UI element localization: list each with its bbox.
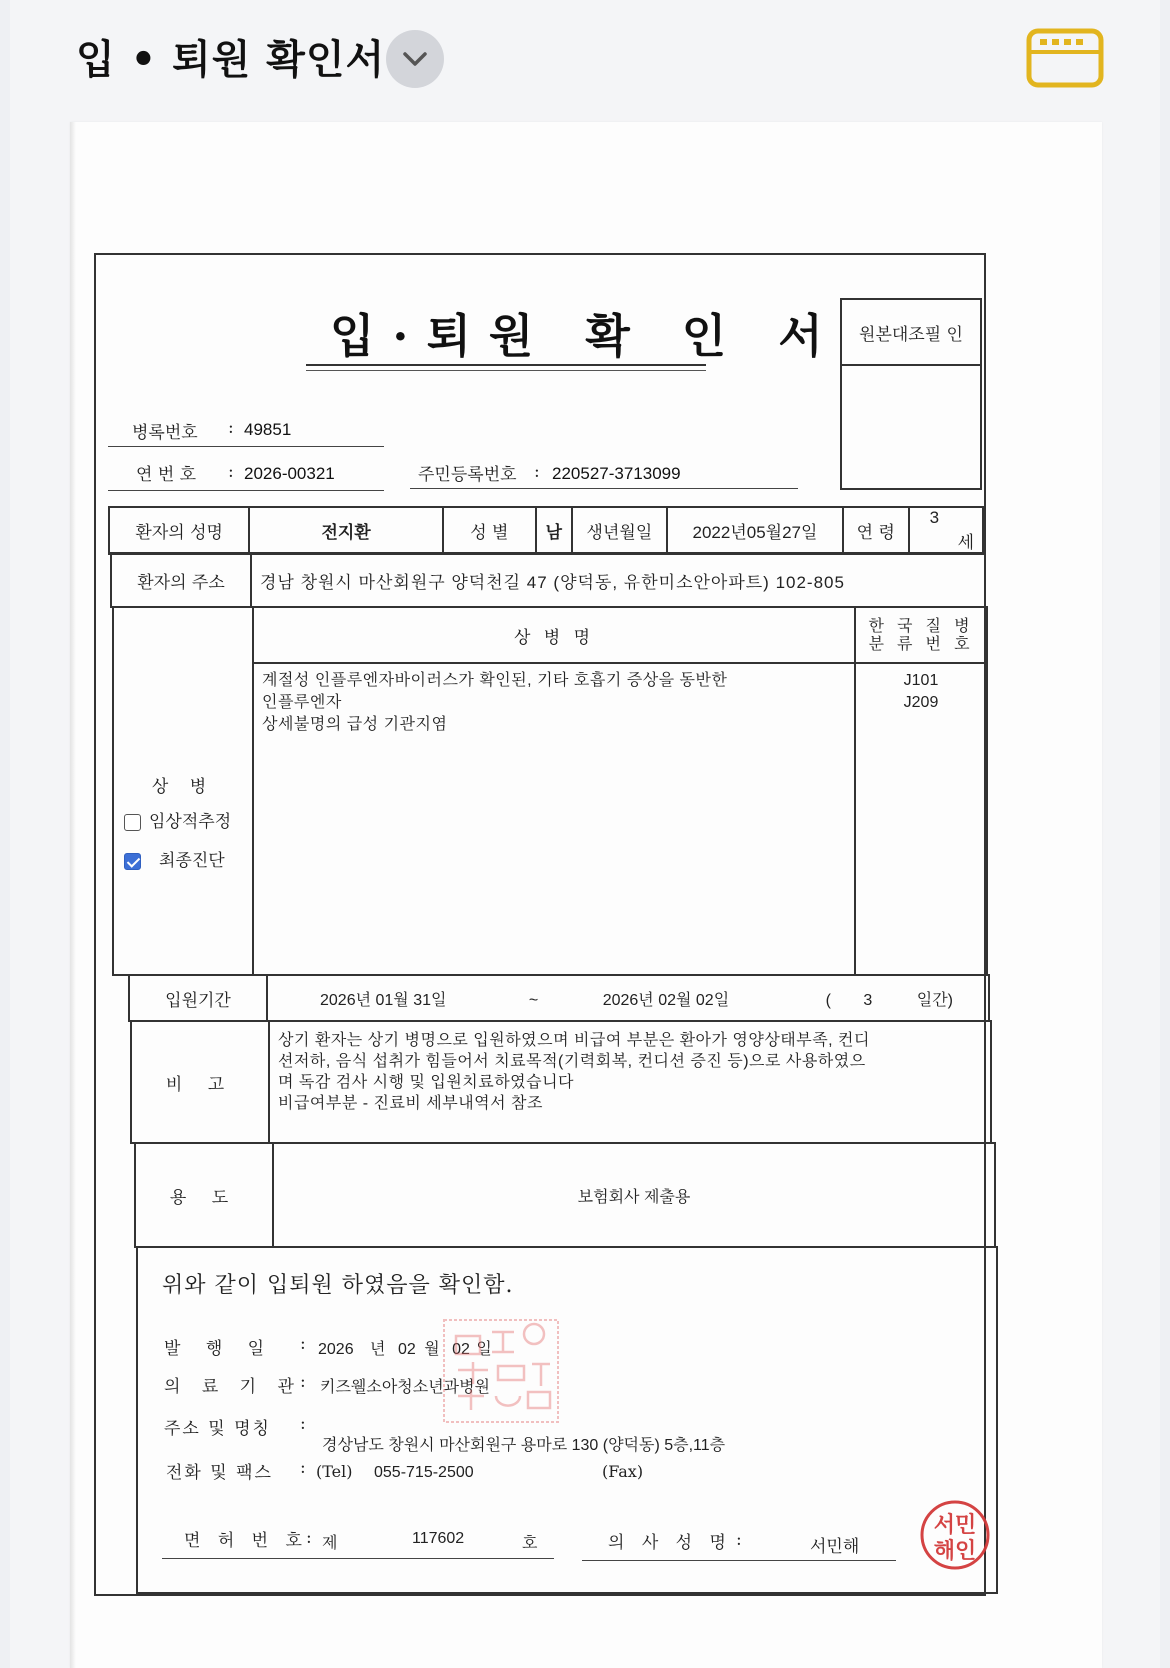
colon: : — [228, 462, 234, 482]
dob-label: 생년월일 — [572, 507, 667, 554]
doctor-label: 의 사 성 명 — [608, 1533, 732, 1553]
fax-label: (Fax) — [602, 1462, 644, 1481]
colon: : — [300, 1458, 306, 1478]
patient-info-row — [108, 506, 984, 555]
admission-label: 입원기간 — [129, 975, 267, 1021]
colon: : — [306, 1528, 312, 1548]
hospital-seal-stamp — [436, 1316, 566, 1426]
remarks-line-1: 상기 환자는 상기 병명으로 입원하였으며 비급여 부분은 환아가 영양상태부족, 컨디 — [278, 1032, 870, 1049]
issue-day-unit: 일 — [476, 1339, 492, 1358]
card-view-button[interactable] — [1026, 28, 1104, 88]
remarks-line-2: 션저하, 음식 섭취가 힘들어서 치료목적(기력회복, 컨디션 증진 등)으로 사용하였으 — [278, 1053, 866, 1070]
sex-label: 성 별 — [443, 507, 536, 554]
code-header-line-2: 분 류 번 호 — [868, 634, 974, 653]
serial-no: 2026-00321 — [244, 464, 335, 483]
disease-line-2: 인플루엔자 — [262, 694, 342, 711]
serial-no-line — [108, 490, 384, 491]
admission-tilde: ~ — [528, 991, 539, 1009]
remarks-line-4: 비급여부분 - 진료비 세부내역서 참조 — [278, 1095, 543, 1112]
admission-days-unit: 일간) — [916, 991, 953, 1009]
record-no-line — [108, 446, 384, 447]
colon: : — [300, 1414, 306, 1434]
phone-fax-label: 전화 및 팩스 — [166, 1463, 273, 1483]
option-clinical-label: 임상적추정 — [149, 811, 232, 832]
issue-date-label: 발 행 일 — [164, 1339, 275, 1359]
title-underline — [306, 364, 706, 366]
title-underline-2 — [306, 370, 706, 371]
paper-edge — [70, 122, 76, 1668]
tel-label: (Tel) — [316, 1462, 353, 1481]
admission-days: 3 — [863, 991, 873, 1009]
serial-no-label: 연 번 호 — [136, 465, 197, 485]
sex: 남 — [536, 507, 572, 554]
age: 3 — [929, 508, 940, 527]
admission-from: 2026년 01월 31일 — [320, 991, 447, 1009]
institution-name: 키즈웰소아청소년과병원 — [320, 1379, 491, 1396]
remarks-line-3: 며 독감 검사 시행 및 입원치료하였습니다 — [278, 1074, 574, 1091]
doctor-seal-text-2: 해인 — [933, 1538, 977, 1564]
institution-address: 경상남도 창원시 마산회원구 용마로 130 (양덕동) 5층,11층 — [322, 1437, 726, 1454]
purpose-row — [134, 1142, 996, 1248]
option-final-label: 최종진단 — [159, 850, 225, 871]
patient-name-label: 환자의 성명 — [109, 507, 249, 554]
remarks-label: 비 고 — [131, 1021, 269, 1143]
page-title: 입 • 퇴원 확인서 — [76, 37, 386, 83]
remarks-row — [130, 1020, 992, 1144]
license-number: 117602 — [412, 1530, 465, 1547]
colon: : — [534, 462, 540, 482]
colon: : — [736, 1530, 742, 1550]
colon: : — [300, 1334, 306, 1354]
stamp-box-label: 원본대조필 인 — [842, 300, 980, 366]
admission-to: 2026년 02월 02일 — [602, 991, 730, 1009]
original-verification-box — [840, 298, 982, 490]
admission-period — [267, 975, 989, 1021]
disease-code-2: J209 — [903, 694, 939, 711]
issue-month-unit: 월 — [424, 1339, 440, 1358]
dob: 2022년05월27일 — [667, 507, 843, 554]
record-no-label: 병록번호 — [132, 423, 198, 443]
admission-period-row — [128, 974, 990, 1022]
disease-section — [112, 606, 988, 976]
disease-code-1: J101 — [903, 672, 939, 689]
disease-codes-cell — [855, 663, 987, 975]
document-title: 입·퇴원 확 인 서 — [330, 309, 841, 363]
card-icon — [1026, 28, 1104, 88]
tel-number: 055-715-2500 — [374, 1464, 474, 1481]
age-cell — [909, 507, 983, 554]
issue-year: 2026 — [318, 1341, 354, 1358]
option-clinical[interactable] — [124, 807, 242, 832]
issue-month: 02 — [397, 1341, 416, 1358]
colon: : — [300, 1372, 306, 1392]
doctor-line — [582, 1560, 896, 1561]
issue-year-unit: 년 — [370, 1339, 386, 1358]
doctor-seal-text-1: 서민 — [933, 1512, 977, 1538]
final-checkbox[interactable] — [124, 853, 141, 870]
issue-day: 02 — [452, 1341, 470, 1358]
admission-open-paren: ( — [825, 991, 831, 1009]
resident-no: 220527-3713099 — [552, 464, 681, 483]
doctor-name: 서민해 — [810, 1537, 860, 1556]
disease-line-3: 상세불명의 급성 기관지염 — [262, 716, 448, 733]
disease-names-cell — [253, 663, 855, 975]
age-unit: 세 — [957, 533, 974, 553]
purpose-label: 용 도 — [135, 1143, 273, 1247]
resident-no-label: 주민등록번호 — [418, 465, 517, 485]
colon: : — [228, 418, 234, 438]
expand-button[interactable] — [386, 30, 444, 88]
age-label: 연 령 — [843, 507, 909, 554]
record-no: 49851 — [244, 420, 292, 439]
patient-address: 경남 창원시 마산회원구 양덕천길 47 (양덕동, 유한미소안아파트) 102-805 — [251, 553, 985, 607]
doctor-seal-stamp — [918, 1498, 992, 1572]
patient-name: 전지환 — [249, 507, 443, 554]
disease-side-cell — [113, 607, 253, 975]
clinical-checkbox[interactable] — [124, 814, 141, 831]
code-header-line-1: 한 국 질 병 — [868, 616, 974, 635]
license-label: 면 허 번 호 — [184, 1531, 308, 1551]
purpose-value: 보험회사 제출용 — [273, 1143, 995, 1247]
patient-address-row — [110, 552, 986, 608]
disease-section-label: 상 병 — [151, 776, 215, 797]
address-name-label: 주소 및 명칭 — [164, 1419, 271, 1439]
disease-line-1: 계절성 인플루엔자바이러스가 확인된, 기타 호흡기 증상을 동반한 — [262, 672, 728, 689]
confirm-text: 위와 같이 입퇴원 하였음을 확인함. — [162, 1273, 514, 1298]
disease-code-header — [855, 607, 987, 663]
license-prefix: 제 — [322, 1533, 338, 1552]
license-suffix: 호 — [522, 1533, 538, 1552]
chevron-down-icon — [401, 50, 429, 68]
license-line — [162, 1558, 554, 1559]
resident-no-line — [410, 488, 798, 489]
institution-label: 의 료 기 관 — [164, 1377, 302, 1397]
remarks-text — [269, 1021, 991, 1143]
address-label: 환자의 주소 — [111, 553, 251, 607]
option-final[interactable] — [124, 846, 242, 871]
disease-name-header: 상 병 명 — [253, 607, 855, 663]
